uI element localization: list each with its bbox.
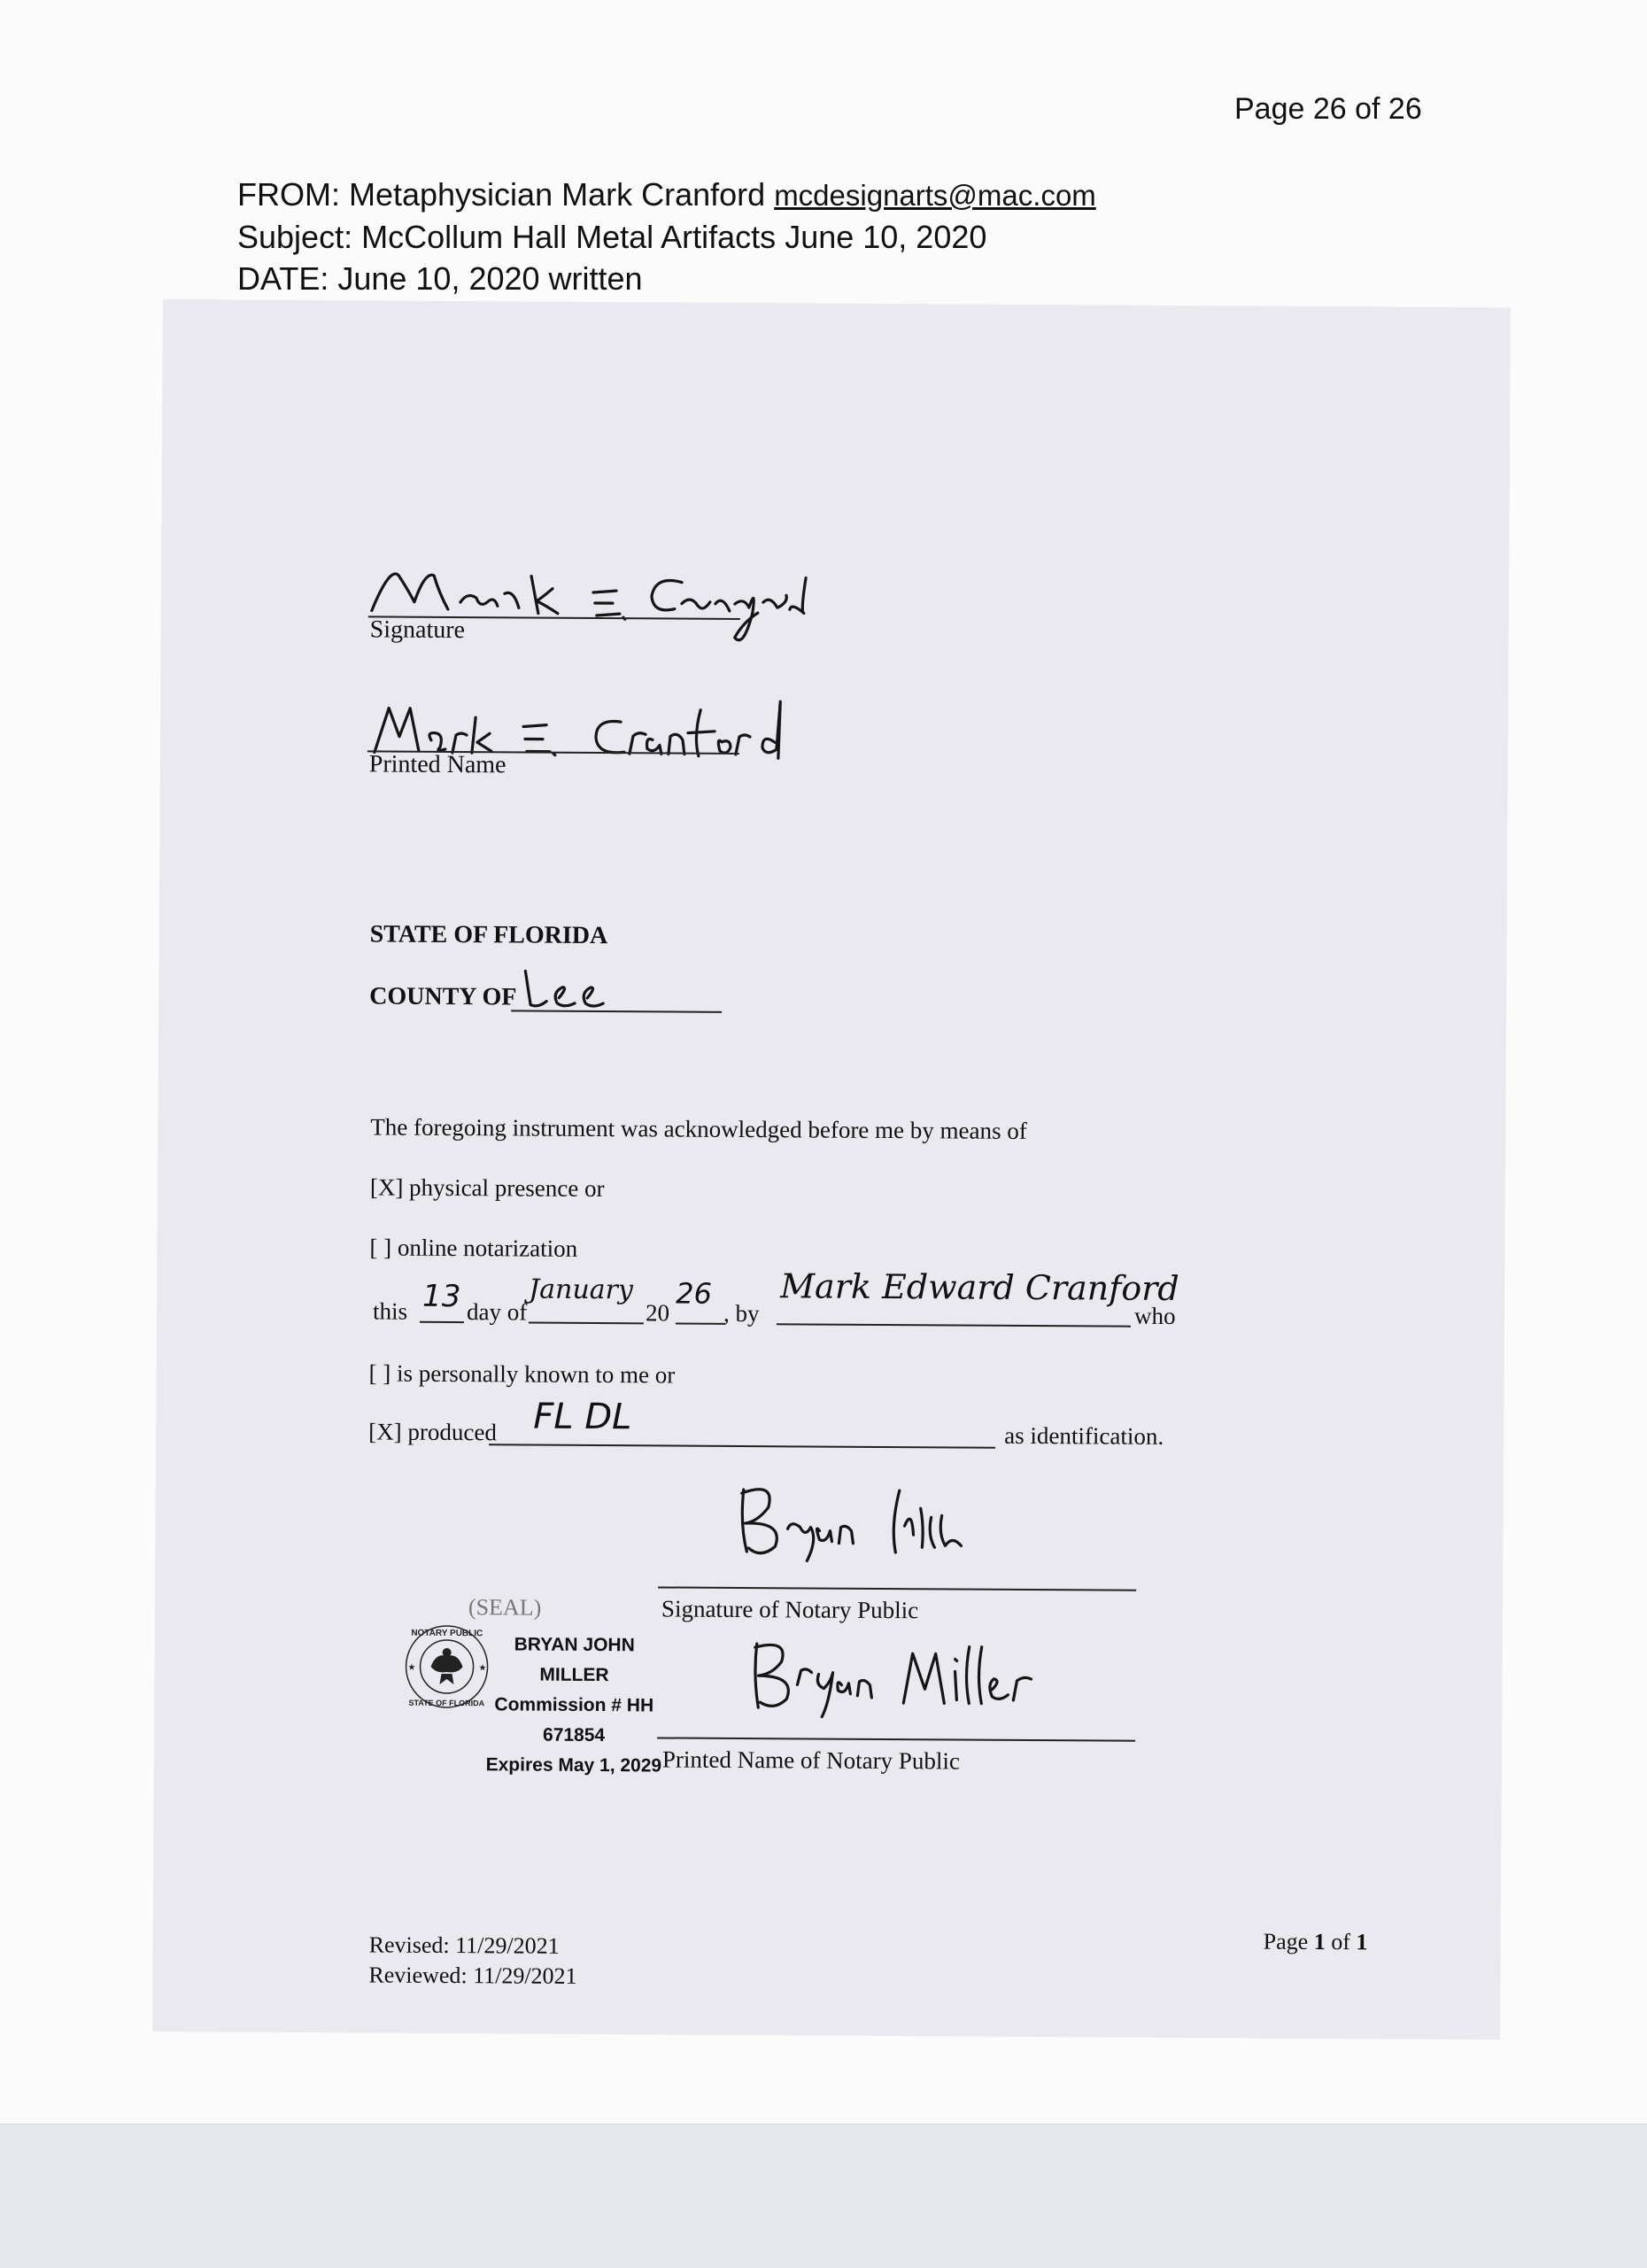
svg-text:STATE OF FLORIDA: STATE OF FLORIDA xyxy=(408,1698,485,1708)
sheet-page-current: 1 xyxy=(1313,1928,1326,1955)
acknowledgment-text: The foregoing instrument was acknowledged before me by means of xyxy=(370,1113,1027,1144)
month-fill-line xyxy=(529,1322,644,1325)
commission-expiration: Expires May 1, 2029 xyxy=(485,1754,662,1776)
produced-label: produced xyxy=(407,1418,497,1446)
who-label: who xyxy=(1133,1302,1176,1330)
email-link[interactable]: mcdesignarts@mac.com xyxy=(774,179,1096,212)
this-label: this xyxy=(372,1297,408,1325)
county-label: COUNTY OF xyxy=(369,982,517,1011)
page-number: Page 26 of 26 xyxy=(1234,92,1422,126)
notary-name: BRYAN JOHN MILLER xyxy=(514,1634,635,1686)
date-line: DATE: June 10, 2020 written xyxy=(237,260,643,297)
year-fill-line xyxy=(676,1323,725,1325)
physical-presence-checkbox[interactable]: [X] xyxy=(369,1173,404,1201)
state-heading: STATE OF FLORIDA xyxy=(369,920,608,950)
day-fill-line xyxy=(420,1321,464,1323)
produced-handwriting: FL DL xyxy=(533,1396,632,1438)
notary-signature-line xyxy=(658,1586,1136,1591)
revised-date: Revised: 11/29/2021 xyxy=(368,1931,560,1959)
name-handwriting: Mark Edward Cranford xyxy=(780,1266,1179,1309)
personally-known-label: is personally known to me or xyxy=(396,1359,676,1389)
sheet-page-of: of xyxy=(1331,1929,1351,1955)
by-label: , by xyxy=(723,1299,760,1328)
notary-printed-line xyxy=(657,1737,1135,1741)
online-notarization-checkbox[interactable]: [ ] xyxy=(369,1234,392,1261)
produced-checkbox[interactable]: [X] xyxy=(368,1418,402,1445)
notary-printed-handwriting xyxy=(738,1631,1040,1722)
subject-line: Subject: McCollum Hall Metal Artifacts June 10, 2020 xyxy=(237,219,987,255)
svg-text:★: ★ xyxy=(407,1662,416,1673)
personally-known-checkbox[interactable]: [ ] xyxy=(368,1359,391,1387)
from-line xyxy=(237,174,1096,216)
svg-text:NOTARY PUBLIC: NOTARY PUBLIC xyxy=(411,1628,483,1639)
sheet-page-number xyxy=(1264,1929,1368,1956)
year-prefix: 20 xyxy=(645,1299,670,1327)
memo-header xyxy=(237,174,1096,299)
day-of-label: day of xyxy=(466,1298,528,1326)
notary-signature-label: Signature of Notary Public xyxy=(661,1595,919,1624)
identification-label: as identification. xyxy=(1004,1421,1164,1450)
online-notarization-option xyxy=(369,1234,577,1262)
notary-commission-block xyxy=(476,1629,672,1781)
sheet-page-prefix: Page xyxy=(1263,1928,1309,1955)
seal-label: (SEAL) xyxy=(468,1594,542,1621)
notary-signature-handwriting xyxy=(722,1472,1006,1571)
from-label: FROM: Metaphysician Mark Cranford xyxy=(237,176,766,213)
year-handwriting: 26 xyxy=(676,1276,712,1311)
day-handwriting: 13 xyxy=(422,1278,461,1315)
commission-number: Commission # HH 671854 xyxy=(494,1694,654,1746)
notary-acknowledgment-sheet xyxy=(152,299,1511,2040)
notary-printed-label: Printed Name of Notary Public xyxy=(661,1746,960,1775)
produced-fill-line xyxy=(489,1444,995,1448)
svg-text:★: ★ xyxy=(478,1663,487,1674)
name-fill-line xyxy=(777,1323,1131,1327)
online-notarization-label: online notarization xyxy=(397,1234,578,1262)
scan-background-band xyxy=(0,2124,1647,2268)
reviewed-date: Reviewed: 11/29/2021 xyxy=(368,1962,577,1989)
county-handwriting xyxy=(516,965,622,1016)
physical-presence-option xyxy=(370,1173,605,1203)
month-handwriting: January xyxy=(529,1273,634,1306)
physical-presence-label: physical presence or xyxy=(409,1173,605,1203)
printed-name-label: Printed Name xyxy=(368,750,506,779)
personally-known-option xyxy=(369,1359,676,1389)
signature-label: Signature xyxy=(369,615,466,645)
produced-option xyxy=(368,1418,497,1446)
sheet-page-total: 1 xyxy=(1356,1929,1368,1955)
